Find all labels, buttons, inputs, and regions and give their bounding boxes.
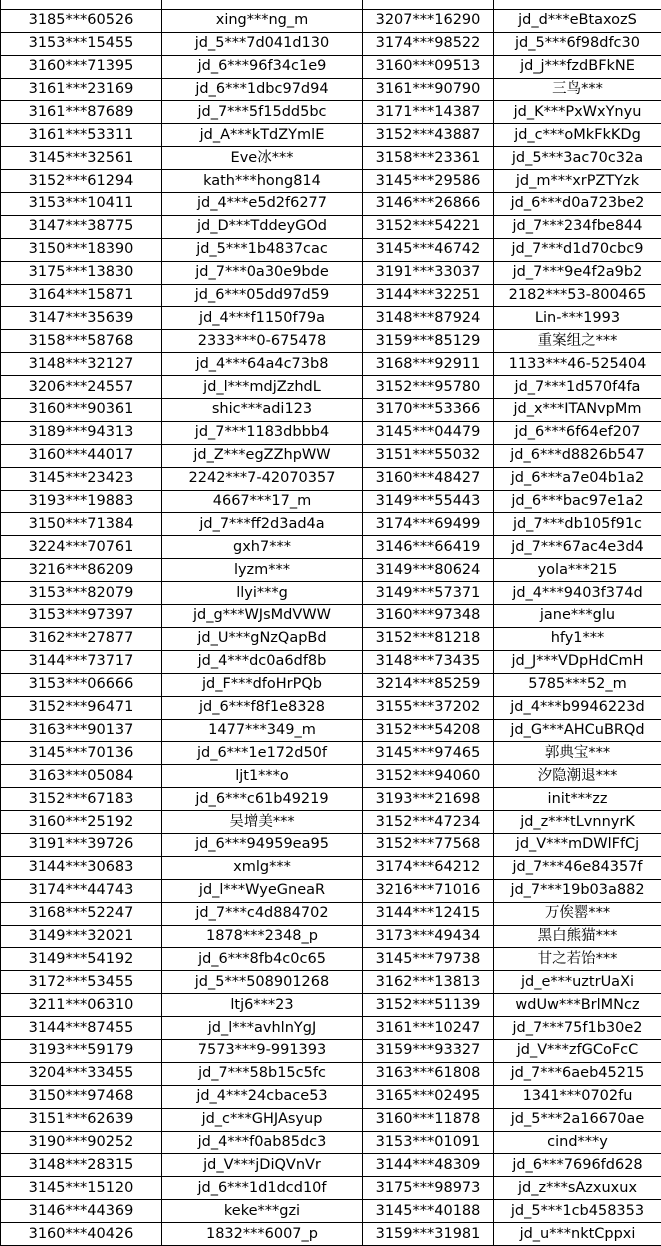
user-id-cell: 3204***33455	[1, 1062, 162, 1085]
user-id-cell: 3144***32251	[363, 284, 494, 307]
username-cell: jd_7***5f15dd5bc	[162, 101, 363, 124]
username-cell: jd_6***bac97e1a2	[494, 490, 661, 513]
user-id-cell: 3153***10411	[1, 193, 162, 216]
user-id-cell: 3152***95780	[363, 376, 494, 399]
username-cell: jd_F***dfoHrPQb	[162, 673, 363, 696]
user-id-cell: 3147***38775	[1, 215, 162, 238]
user-id-cell: 3149***57371	[363, 582, 494, 605]
table-cell	[1, 0, 162, 9]
username-cell: jd_4***24cbace53	[162, 1085, 363, 1108]
username-cell: jd_7***1d570f4fa	[494, 376, 661, 399]
username-cell: jd_A***kTdZYmlE	[162, 124, 363, 147]
username-cell: jd_7***ff2d3ad4a	[162, 513, 363, 536]
user-id-cell: 3150***71384	[1, 513, 162, 536]
username-cell: jd_5***1cb458353	[494, 1200, 661, 1223]
username-cell: init***zz	[494, 788, 661, 811]
username-cell: 1832***6007_p	[162, 1223, 363, 1246]
username-cell: 2182***53-800465	[494, 284, 661, 307]
user-id-cell: 3161***90790	[363, 78, 494, 101]
user-id-cell: 3146***66419	[363, 536, 494, 559]
user-id-cell: 3171***14387	[363, 101, 494, 124]
username-cell: jd_j***fzdBFkNE	[494, 55, 661, 78]
user-id-cell: 3145***40188	[363, 1200, 494, 1223]
user-id-cell: 3160***25192	[1, 811, 162, 834]
user-id-cell: 3175***98973	[363, 1177, 494, 1200]
user-id-cell: 3174***64212	[363, 856, 494, 879]
username-cell: 1341***0702fu	[494, 1085, 661, 1108]
user-id-cell: 3191***39726	[1, 833, 162, 856]
username-cell: 吴增美***	[162, 811, 363, 834]
table-row	[1, 1062, 661, 1085]
username-cell: ltj6***23	[162, 994, 363, 1017]
user-id-cell: 3173***49434	[363, 925, 494, 948]
user-id-cell: 3160***11878	[363, 1108, 494, 1131]
user-id-cell: 3160***09513	[363, 55, 494, 78]
user-id-cell: 3161***53311	[1, 124, 162, 147]
user-id-cell: 3148***32127	[1, 353, 162, 376]
username-cell: jd_7***d1d70cbc9	[494, 238, 661, 261]
username-cell: 三鸟***	[494, 78, 661, 101]
table-row	[1, 284, 661, 307]
username-cell: jd_7***6aeb45215	[494, 1062, 661, 1085]
user-id-cell: 3149***54192	[1, 948, 162, 971]
user-id-cell: 3174***69499	[363, 513, 494, 536]
user-id-cell: 3160***48427	[363, 467, 494, 490]
user-id-cell: 3149***32021	[1, 925, 162, 948]
user-id-cell: 3160***40426	[1, 1223, 162, 1246]
user-id-cell: 3163***05084	[1, 765, 162, 788]
table-row	[1, 902, 661, 925]
user-id-cell: 3189***94313	[1, 421, 162, 444]
user-id-cell: 3151***55032	[363, 444, 494, 467]
user-id-cell: 3162***27877	[1, 627, 162, 650]
table-row	[1, 673, 661, 696]
user-id-cell: 3158***58768	[1, 330, 162, 353]
table-cell	[363, 0, 494, 9]
username-cell: wdUw***BrlMNcz	[494, 994, 661, 1017]
user-id-cell: 3185***60526	[1, 9, 162, 32]
user-id-cell: 3148***28315	[1, 1154, 162, 1177]
user-id-cell: 3193***19883	[1, 490, 162, 513]
username-cell: jd_7***9e4f2a9b2	[494, 261, 661, 284]
table-row	[1, 9, 661, 32]
username-cell: jd_l***avhlnYgJ	[162, 1017, 363, 1040]
user-id-cell: 3160***71395	[1, 55, 162, 78]
table-row	[1, 1017, 661, 1040]
username-cell: jd_V***zfGCoFcC	[494, 1039, 661, 1062]
user-id-cell: 3152***47234	[363, 811, 494, 834]
user-id-cell: 3146***44369	[1, 1200, 162, 1223]
user-id-cell: 3152***94060	[363, 765, 494, 788]
user-id-cell: 3145***23423	[1, 467, 162, 490]
user-id-cell: 3145***79738	[363, 948, 494, 971]
user-id-cell: 3145***97465	[363, 742, 494, 765]
username-cell: jd_7***46e84357f	[494, 856, 661, 879]
user-id-cell: 3193***59179	[1, 1039, 162, 1062]
username-cell: jd_G***AHCuBRQd	[494, 719, 661, 742]
table-row	[1, 261, 661, 284]
table-row-partial	[1, 0, 661, 9]
user-id-cell: 3144***73717	[1, 650, 162, 673]
username-cell: 7573***9-991393	[162, 1039, 363, 1062]
table-row	[1, 742, 661, 765]
user-id-cell: 3153***06666	[1, 673, 162, 696]
table-row	[1, 101, 661, 124]
username-cell: 黑白熊猫***	[494, 925, 661, 948]
username-cell: 郭典宝***	[494, 742, 661, 765]
username-cell: 2242***7-42070357	[162, 467, 363, 490]
user-id-cell: 3152***61294	[1, 170, 162, 193]
user-id-cell: 3145***15120	[1, 1177, 162, 1200]
username-cell: jd_l***WyeGneaR	[162, 879, 363, 902]
username-cell: jd_6***a7e04b1a2	[494, 467, 661, 490]
username-cell: jd_c***GHJAsyup	[162, 1108, 363, 1131]
username-cell: 1477***349_m	[162, 719, 363, 742]
table-row	[1, 559, 661, 582]
user-id-cell: 3175***13830	[1, 261, 162, 284]
user-id-cell: 3191***33037	[363, 261, 494, 284]
table-row	[1, 421, 661, 444]
table-row	[1, 1131, 661, 1154]
username-cell: jd_D***TddeyGOd	[162, 215, 363, 238]
user-id-cell: 3147***35639	[1, 307, 162, 330]
table-row	[1, 376, 661, 399]
table-row	[1, 971, 661, 994]
username-cell: jd_7***1183dbbb4	[162, 421, 363, 444]
username-cell: jd_7***75f1b30e2	[494, 1017, 661, 1040]
username-cell: jd_z***sAzxuxux	[494, 1177, 661, 1200]
table-row	[1, 833, 661, 856]
table-row	[1, 811, 661, 834]
table-row	[1, 696, 661, 719]
username-cell: cind***y	[494, 1131, 661, 1154]
user-id-cell: 3153***82079	[1, 582, 162, 605]
user-id-cell: 3214***85259	[363, 673, 494, 696]
table-row	[1, 147, 661, 170]
table-row	[1, 78, 661, 101]
username-cell: jd_Z***egZZhpWW	[162, 444, 363, 467]
user-id-cell: 3160***97348	[363, 605, 494, 628]
username-cell: jd_6***6f64ef207	[494, 421, 661, 444]
user-id-cell: 3206***24557	[1, 376, 162, 399]
username-cell: jd_6***94959ea95	[162, 833, 363, 856]
user-id-cell: 3172***53455	[1, 971, 162, 994]
username-cell: jd_6***d0a723be2	[494, 193, 661, 216]
username-cell: yola***215	[494, 559, 661, 582]
user-id-cell: 3216***71016	[363, 879, 494, 902]
user-id-cell: 3163***61808	[363, 1062, 494, 1085]
user-id-cell: 3146***26866	[363, 193, 494, 216]
user-id-cell: 3152***54208	[363, 719, 494, 742]
table-row	[1, 765, 661, 788]
username-cell: jd_7***19b03a882	[494, 879, 661, 902]
username-cell: kath***hong814	[162, 170, 363, 193]
username-cell: jd_7***db105f91c	[494, 513, 661, 536]
username-cell: jd_x***ITANvpMm	[494, 399, 661, 422]
username-cell: jd_4***f0ab85dc3	[162, 1131, 363, 1154]
username-cell: 5785***52_m	[494, 673, 661, 696]
username-cell: jd_4***e5d2f6277	[162, 193, 363, 216]
username-cell: 汐隐潮退***	[494, 765, 661, 788]
user-id-cell: 3190***90252	[1, 1131, 162, 1154]
table-row	[1, 994, 661, 1017]
username-cell: jd_g***WJsMdVWW	[162, 605, 363, 628]
username-cell: Lin-***1993	[494, 307, 661, 330]
username-cell: 2333***0-675478	[162, 330, 363, 353]
table-body	[1, 0, 661, 1245]
username-cell: jd_6***c61b49219	[162, 788, 363, 811]
username-cell: jd_J***VDpHdCmH	[494, 650, 661, 673]
user-id-cell: 3159***31981	[363, 1223, 494, 1246]
user-id-cell: 3155***37202	[363, 696, 494, 719]
username-cell: jd_c***oMkFkKDg	[494, 124, 661, 147]
table-row	[1, 1085, 661, 1108]
table-row	[1, 444, 661, 467]
table-row	[1, 307, 661, 330]
user-id-cell: 3163***90137	[1, 719, 162, 742]
user-id-cell: 3149***80624	[363, 559, 494, 582]
user-id-cell: 3168***52247	[1, 902, 162, 925]
username-cell: jd_4***b9946223d	[494, 696, 661, 719]
user-id-cell: 3162***13813	[363, 971, 494, 994]
user-id-cell: 3207***16290	[363, 9, 494, 32]
user-id-cell: 3224***70761	[1, 536, 162, 559]
user-id-cell: 3149***55443	[363, 490, 494, 513]
user-id-cell: 3144***48309	[363, 1154, 494, 1177]
table-row	[1, 1200, 661, 1223]
user-id-cell: 3161***23169	[1, 78, 162, 101]
username-cell: jd_6***7696fd628	[494, 1154, 661, 1177]
table-row	[1, 513, 661, 536]
table-row	[1, 948, 661, 971]
username-cell: jd_z***tLvnnyrK	[494, 811, 661, 834]
username-cell: lyzm***	[162, 559, 363, 582]
user-id-cell: 3144***12415	[363, 902, 494, 925]
username-cell: llyi***g	[162, 582, 363, 605]
username-cell: jd_m***xrPZTYzk	[494, 170, 661, 193]
username-cell: jd_6***d8826b547	[494, 444, 661, 467]
username-cell: keke***gzi	[162, 1200, 363, 1223]
username-cell: jd_6***8fb4c0c65	[162, 948, 363, 971]
user-id-cell: 3145***29586	[363, 170, 494, 193]
username-cell: jd_5***7d041d130	[162, 32, 363, 55]
table-row	[1, 1223, 661, 1246]
user-id-cell: 3145***70136	[1, 742, 162, 765]
username-cell: jane***glu	[494, 605, 661, 628]
username-cell: jd_7***234fbe844	[494, 215, 661, 238]
username-cell: jd_V***mDWlFfCj	[494, 833, 661, 856]
user-id-cell: 3161***87689	[1, 101, 162, 124]
username-cell: ljt1***o	[162, 765, 363, 788]
user-id-cell: 3148***87924	[363, 307, 494, 330]
table-row	[1, 582, 661, 605]
user-id-cell: 3152***81218	[363, 627, 494, 650]
user-id-cell: 3153***97397	[1, 605, 162, 628]
username-cell: jd_e***uztrUaXi	[494, 971, 661, 994]
table-row	[1, 124, 661, 147]
username-cell: jd_7***c4d884702	[162, 902, 363, 925]
user-id-cell: 3152***77568	[363, 833, 494, 856]
username-cell: jd_6***1d1dcd10f	[162, 1177, 363, 1200]
table-row	[1, 490, 661, 513]
table-row	[1, 627, 661, 650]
table-row	[1, 467, 661, 490]
username-cell: 万俟罂***	[494, 902, 661, 925]
table-row	[1, 719, 661, 742]
table-row	[1, 353, 661, 376]
username-cell: jd_6***96f34c1e9	[162, 55, 363, 78]
user-id-cell: 3145***46742	[363, 238, 494, 261]
username-cell: jd_7***58b15c5fc	[162, 1062, 363, 1085]
user-id-cell: 3144***87455	[1, 1017, 162, 1040]
username-cell: jd_6***f8f1e8328	[162, 696, 363, 719]
user-id-cell: 3160***90361	[1, 399, 162, 422]
username-cell: shic***adi123	[162, 399, 363, 422]
user-id-cell: 3144***30683	[1, 856, 162, 879]
table-row	[1, 605, 661, 628]
user-id-cell: 3152***43887	[363, 124, 494, 147]
table-row	[1, 1039, 661, 1062]
username-cell: Eve冰***	[162, 147, 363, 170]
user-id-cell: 3159***93327	[363, 1039, 494, 1062]
user-id-cell: 3211***06310	[1, 994, 162, 1017]
username-cell: jd_K***PxWxYnyu	[494, 101, 661, 124]
username-cell: 重案组之***	[494, 330, 661, 353]
username-cell: jd_7***0a30e9bde	[162, 261, 363, 284]
table-row	[1, 925, 661, 948]
username-cell: jd_6***05dd97d59	[162, 284, 363, 307]
user-id-cell: 3151***62639	[1, 1108, 162, 1131]
user-id-cell: 3216***86209	[1, 559, 162, 582]
username-cell: gxh7***	[162, 536, 363, 559]
username-cell: jd_4***9403f374d	[494, 582, 661, 605]
table-row	[1, 215, 661, 238]
user-id-cell: 3145***32561	[1, 147, 162, 170]
username-cell: xing***ng_m	[162, 9, 363, 32]
username-cell: jd_6***1e172d50f	[162, 742, 363, 765]
table-row	[1, 650, 661, 673]
table-row	[1, 1154, 661, 1177]
user-id-cell: 3153***01091	[363, 1131, 494, 1154]
username-cell: 4667***17_m	[162, 490, 363, 513]
user-id-cell: 3152***96471	[1, 696, 162, 719]
user-id-cell: 3145***04479	[363, 421, 494, 444]
username-cell: 1878***2348_p	[162, 925, 363, 948]
table-row	[1, 1177, 661, 1200]
table-row	[1, 399, 661, 422]
user-id-cell: 3153***15455	[1, 32, 162, 55]
username-cell: jd_5***6f98dfc30	[494, 32, 661, 55]
user-id-cell: 3174***98522	[363, 32, 494, 55]
user-id-cell: 3150***97468	[1, 1085, 162, 1108]
user-id-cell: 3165***02495	[363, 1085, 494, 1108]
username-cell: 甘之若饴***	[494, 948, 661, 971]
table-row	[1, 193, 661, 216]
username-cell: jd_U***gNzQapBd	[162, 627, 363, 650]
username-cell: jd_u***nktCppxi	[494, 1223, 661, 1246]
table-row	[1, 1108, 661, 1131]
user-id-cell: 3150***18390	[1, 238, 162, 261]
username-cell: xmlg***	[162, 856, 363, 879]
user-id-cell: 3174***44743	[1, 879, 162, 902]
user-id-cell: 3168***92911	[363, 353, 494, 376]
table-cell	[494, 0, 661, 9]
user-id-cell: 3158***23361	[363, 147, 494, 170]
table-row	[1, 32, 661, 55]
user-id-cell: 3152***54221	[363, 215, 494, 238]
table-row	[1, 55, 661, 78]
username-cell: jd_5***3ac70c32a	[494, 147, 661, 170]
table-row	[1, 536, 661, 559]
table-row	[1, 879, 661, 902]
user-id-cell: 3152***67183	[1, 788, 162, 811]
user-id-cell: 3164***15871	[1, 284, 162, 307]
username-cell: 1133***46-525404	[494, 353, 661, 376]
user-id-cell: 3148***73435	[363, 650, 494, 673]
username-cell: jd_5***2a16670ae	[494, 1108, 661, 1131]
table-row	[1, 238, 661, 261]
username-cell: jd_5***1b4837cac	[162, 238, 363, 261]
table-row	[1, 330, 661, 353]
username-cell: jd_5***508901268	[162, 971, 363, 994]
user-id-cell: 3193***21698	[363, 788, 494, 811]
username-cell: jd_4***f1150f79a	[162, 307, 363, 330]
username-cell: jd_6***1dbc97d94	[162, 78, 363, 101]
username-cell: jd_4***64a4c73b8	[162, 353, 363, 376]
table-row	[1, 170, 661, 193]
user-id-cell: 3161***10247	[363, 1017, 494, 1040]
table-row	[1, 856, 661, 879]
table-cell	[162, 0, 363, 9]
table-row	[1, 788, 661, 811]
username-cell: hfy1***	[494, 627, 661, 650]
user-id-cell: 3160***44017	[1, 444, 162, 467]
user-id-cell: 3159***85129	[363, 330, 494, 353]
username-cell: jd_d***eBtaxozS	[494, 9, 661, 32]
username-cell: jd_4***dc0a6df8b	[162, 650, 363, 673]
username-cell: jd_V***jDiQVnVr	[162, 1154, 363, 1177]
user-id-cell: 3152***51139	[363, 994, 494, 1017]
username-cell: jd_l***mdjZzhdL	[162, 376, 363, 399]
user-id-cell: 3170***53366	[363, 399, 494, 422]
username-cell: jd_7***67ac4e3d4	[494, 536, 661, 559]
